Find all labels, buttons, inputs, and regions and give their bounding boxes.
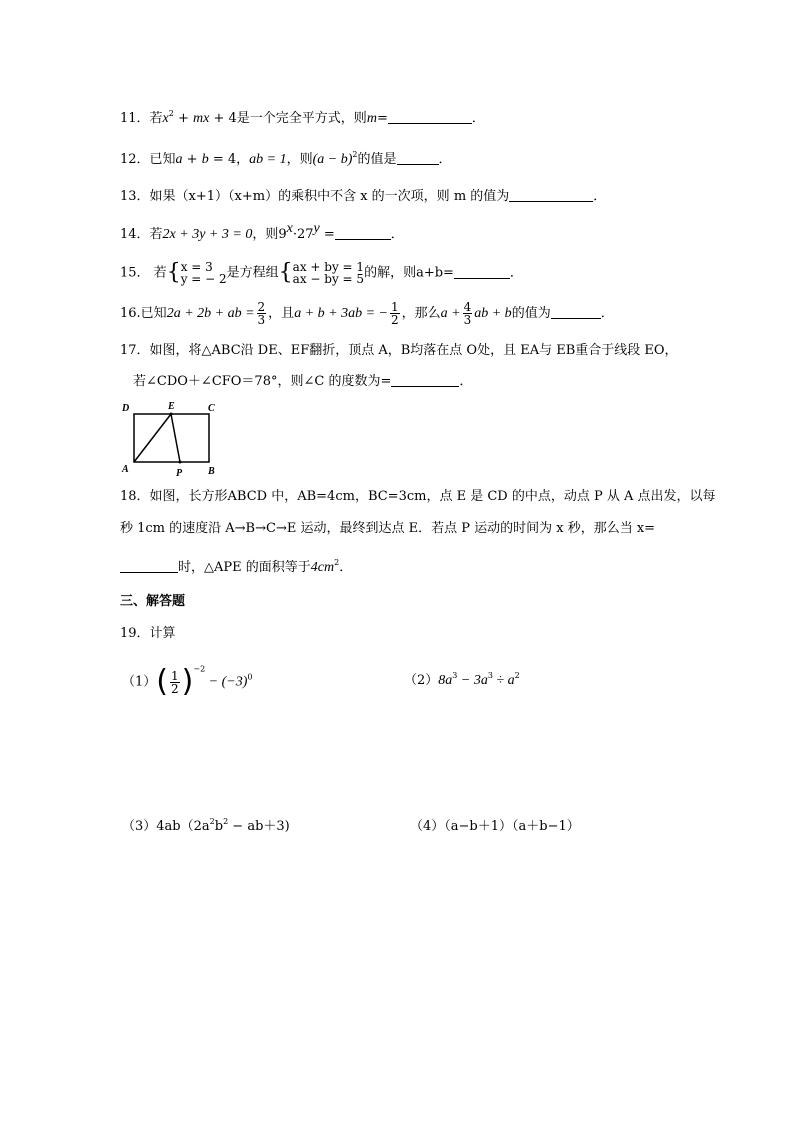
question-18-line1: 18．如图，长方形ABCD 中，AB=4cm，BC=3cm，点 E 是 CD 的中点，动点 P 从 A 点出发，以每 bbox=[120, 489, 716, 504]
q16-f2n: 1 bbox=[390, 300, 399, 314]
q13-end: ． bbox=[593, 189, 607, 204]
q11-mid: 是一个完全平方式，则 bbox=[236, 111, 367, 126]
question-17-line2 bbox=[133, 372, 472, 391]
q16-suffix: 的值为 bbox=[511, 306, 551, 321]
point-E-dot bbox=[170, 413, 173, 416]
section-heading: 三、解答题 bbox=[120, 594, 186, 609]
label-B: B bbox=[208, 466, 215, 477]
q16-expr1: 2a + 2b + ab = bbox=[166, 306, 255, 321]
answer-blank-11[interactable] bbox=[388, 109, 472, 124]
q12-prefix: 12．已知 bbox=[120, 152, 176, 167]
q19-p2-e3: 2 bbox=[514, 671, 520, 680]
q19-p3-b: b bbox=[214, 819, 224, 834]
q16-end: ． bbox=[600, 306, 614, 321]
q14-prefix: 14．若 bbox=[120, 227, 163, 242]
q12-mid: ，则 bbox=[286, 152, 313, 167]
q19-p2-e2: 3 bbox=[487, 671, 493, 680]
q16-f1n: 2 bbox=[257, 300, 266, 314]
figure-rectangle bbox=[134, 414, 209, 462]
q19-p1-num: 1 bbox=[171, 668, 179, 683]
q13-text: 13．如果（x+1）（x+m）的乘积中不含 x 的一次项，则 m 的值为 bbox=[120, 189, 510, 204]
q15-end: ． bbox=[509, 265, 523, 281]
q16-mid2: ，那么 bbox=[401, 306, 441, 321]
question-12: 12．已知a + b = 4，ab = 1，则$(a - b)^2$的值是 ． bbox=[120, 150, 452, 167]
q16-expr4: ab + b bbox=[474, 306, 512, 321]
q16-expr2: a + b + 3ab = − bbox=[294, 306, 388, 321]
q18-line3mid: 时，△APE 的面积等于 bbox=[178, 560, 311, 575]
q19-p1-den: 2 bbox=[171, 681, 179, 696]
q12-end: ． bbox=[438, 152, 452, 167]
q11-var: m bbox=[366, 111, 377, 126]
q19-p2-label: （2） bbox=[404, 673, 439, 688]
q14-mid: ，则 bbox=[252, 227, 279, 242]
label-P: P bbox=[176, 468, 183, 478]
point-P-dot bbox=[179, 461, 182, 464]
q12-sep: ， bbox=[236, 152, 250, 167]
question-13 bbox=[120, 187, 606, 206]
label-A: A bbox=[122, 464, 129, 475]
q16-f1d: 3 bbox=[257, 313, 266, 327]
q14-eq: 2x + 3y + 3 = 0 bbox=[162, 227, 253, 242]
q15-sys2b: ax − by = 5 bbox=[292, 272, 365, 286]
q11-end: ． bbox=[471, 111, 485, 126]
q19-p2-expr: 8a bbox=[438, 673, 453, 688]
q19-p2-m: − 3a bbox=[457, 673, 488, 688]
q15-sys1a: x = 3 bbox=[180, 260, 213, 274]
q19-p3-label: （3）4ab（2a bbox=[122, 819, 210, 834]
q19-part3: $(3)4ab(2a^2b^2 - ab+3)$ bbox=[122, 817, 290, 834]
q14-end: ． bbox=[390, 227, 404, 242]
q19-p1-label: （1） bbox=[122, 674, 157, 690]
question-16 bbox=[120, 298, 614, 330]
q15-sys2a: ax + by = 1 bbox=[292, 260, 365, 274]
q19-p2-e1: 3 bbox=[452, 671, 458, 680]
answer-blank-14[interactable] bbox=[335, 225, 391, 240]
answer-blank-16[interactable] bbox=[551, 304, 601, 319]
q19-part2 bbox=[404, 672, 520, 690]
question-19-title: 19．计算 bbox=[120, 626, 176, 641]
q12-suffix: 的值是 bbox=[357, 152, 397, 167]
label-D: D bbox=[122, 403, 130, 414]
q15-mid: 是方程组 bbox=[226, 265, 279, 281]
q16-f3d: 3 bbox=[463, 313, 472, 327]
segment-AE bbox=[134, 414, 171, 462]
q14-eq2: = bbox=[319, 227, 335, 242]
question-11: 11．若$x^2$ + mx + 4是一个完全平方式，则m= ． bbox=[120, 109, 485, 126]
q12-expr: (a − b) bbox=[312, 152, 353, 167]
answer-blank-18[interactable] bbox=[120, 558, 178, 573]
q15-suffix: 的解，则a+b= bbox=[364, 265, 454, 281]
answer-blank-12[interactable] bbox=[397, 150, 439, 165]
q15-prefix: 15． 若 bbox=[120, 265, 167, 281]
label-C: C bbox=[208, 403, 215, 414]
rectangle-figure bbox=[118, 398, 228, 478]
question-14: 14．若2x + 3y + 3 = 0，则$9^x\cdot 27^y$ = ． bbox=[120, 221, 404, 242]
q16-expr3: a + bbox=[440, 306, 461, 321]
question-18-line2: 秒 1cm 的速度沿 A→B→C→E 运动，最终到达点 E．若点 P 运动的时间为 x 秒，那么当 x= bbox=[120, 521, 656, 536]
q18-area: 4cm bbox=[310, 560, 335, 575]
q19-p1-exp: −2 bbox=[193, 664, 206, 674]
q19-p2-d: ÷ a bbox=[492, 673, 515, 688]
answer-blank-15[interactable] bbox=[454, 264, 510, 279]
question-15: 15． 若{ x = 3 y = − 2 是方程组{ ax + by = 1 ax − by = 5 的解，则a+b= ． bbox=[120, 260, 523, 286]
q11-eq: = bbox=[376, 111, 388, 126]
label-E: E bbox=[168, 401, 175, 412]
q18-end: ． bbox=[339, 560, 353, 575]
q11-prefix: 11．若 bbox=[120, 111, 163, 126]
q19-p1-rest: − (−3) bbox=[205, 674, 248, 690]
question-18-line3: 时，△APE 的面积等于$4cm^2$． bbox=[120, 558, 352, 577]
q15-sys1b: y = − 2 bbox=[180, 272, 227, 286]
segment-EP bbox=[171, 414, 180, 462]
q14-dot: ·27 bbox=[292, 227, 314, 242]
q19-p1-rexp: 0 bbox=[247, 672, 253, 682]
q16-f2d: 2 bbox=[390, 313, 399, 327]
q16-prefix: 16.已知 bbox=[120, 306, 167, 321]
q16-mid: ，且 bbox=[268, 306, 295, 321]
q17-end: ． bbox=[459, 374, 473, 389]
q19-part4: （4）（a−b＋1）（a＋b−1） bbox=[410, 819, 580, 834]
q19-part1: （1）( $\frac{1}{2}$ )$^{-2} - (-3)^0$ bbox=[122, 664, 253, 699]
q14-expr: 9 bbox=[278, 227, 287, 242]
q19-p3-rest: − ab＋3) bbox=[228, 819, 290, 834]
answer-blank-13[interactable] bbox=[509, 187, 593, 202]
q16-f3n: 4 bbox=[463, 300, 472, 314]
question-17-line1: 17．如图，将△ABC沿 DE、EF翻折，顶点 A，B均落在点 O处，且 EA与 EB重合于线段 EO， bbox=[120, 343, 678, 358]
q12-cond2: ab = 1 bbox=[249, 152, 287, 167]
q17-line2-text: 若∠CDO＋∠CFO＝78°，则∠C 的度数为= bbox=[133, 374, 392, 389]
answer-blank-17[interactable] bbox=[391, 372, 459, 387]
